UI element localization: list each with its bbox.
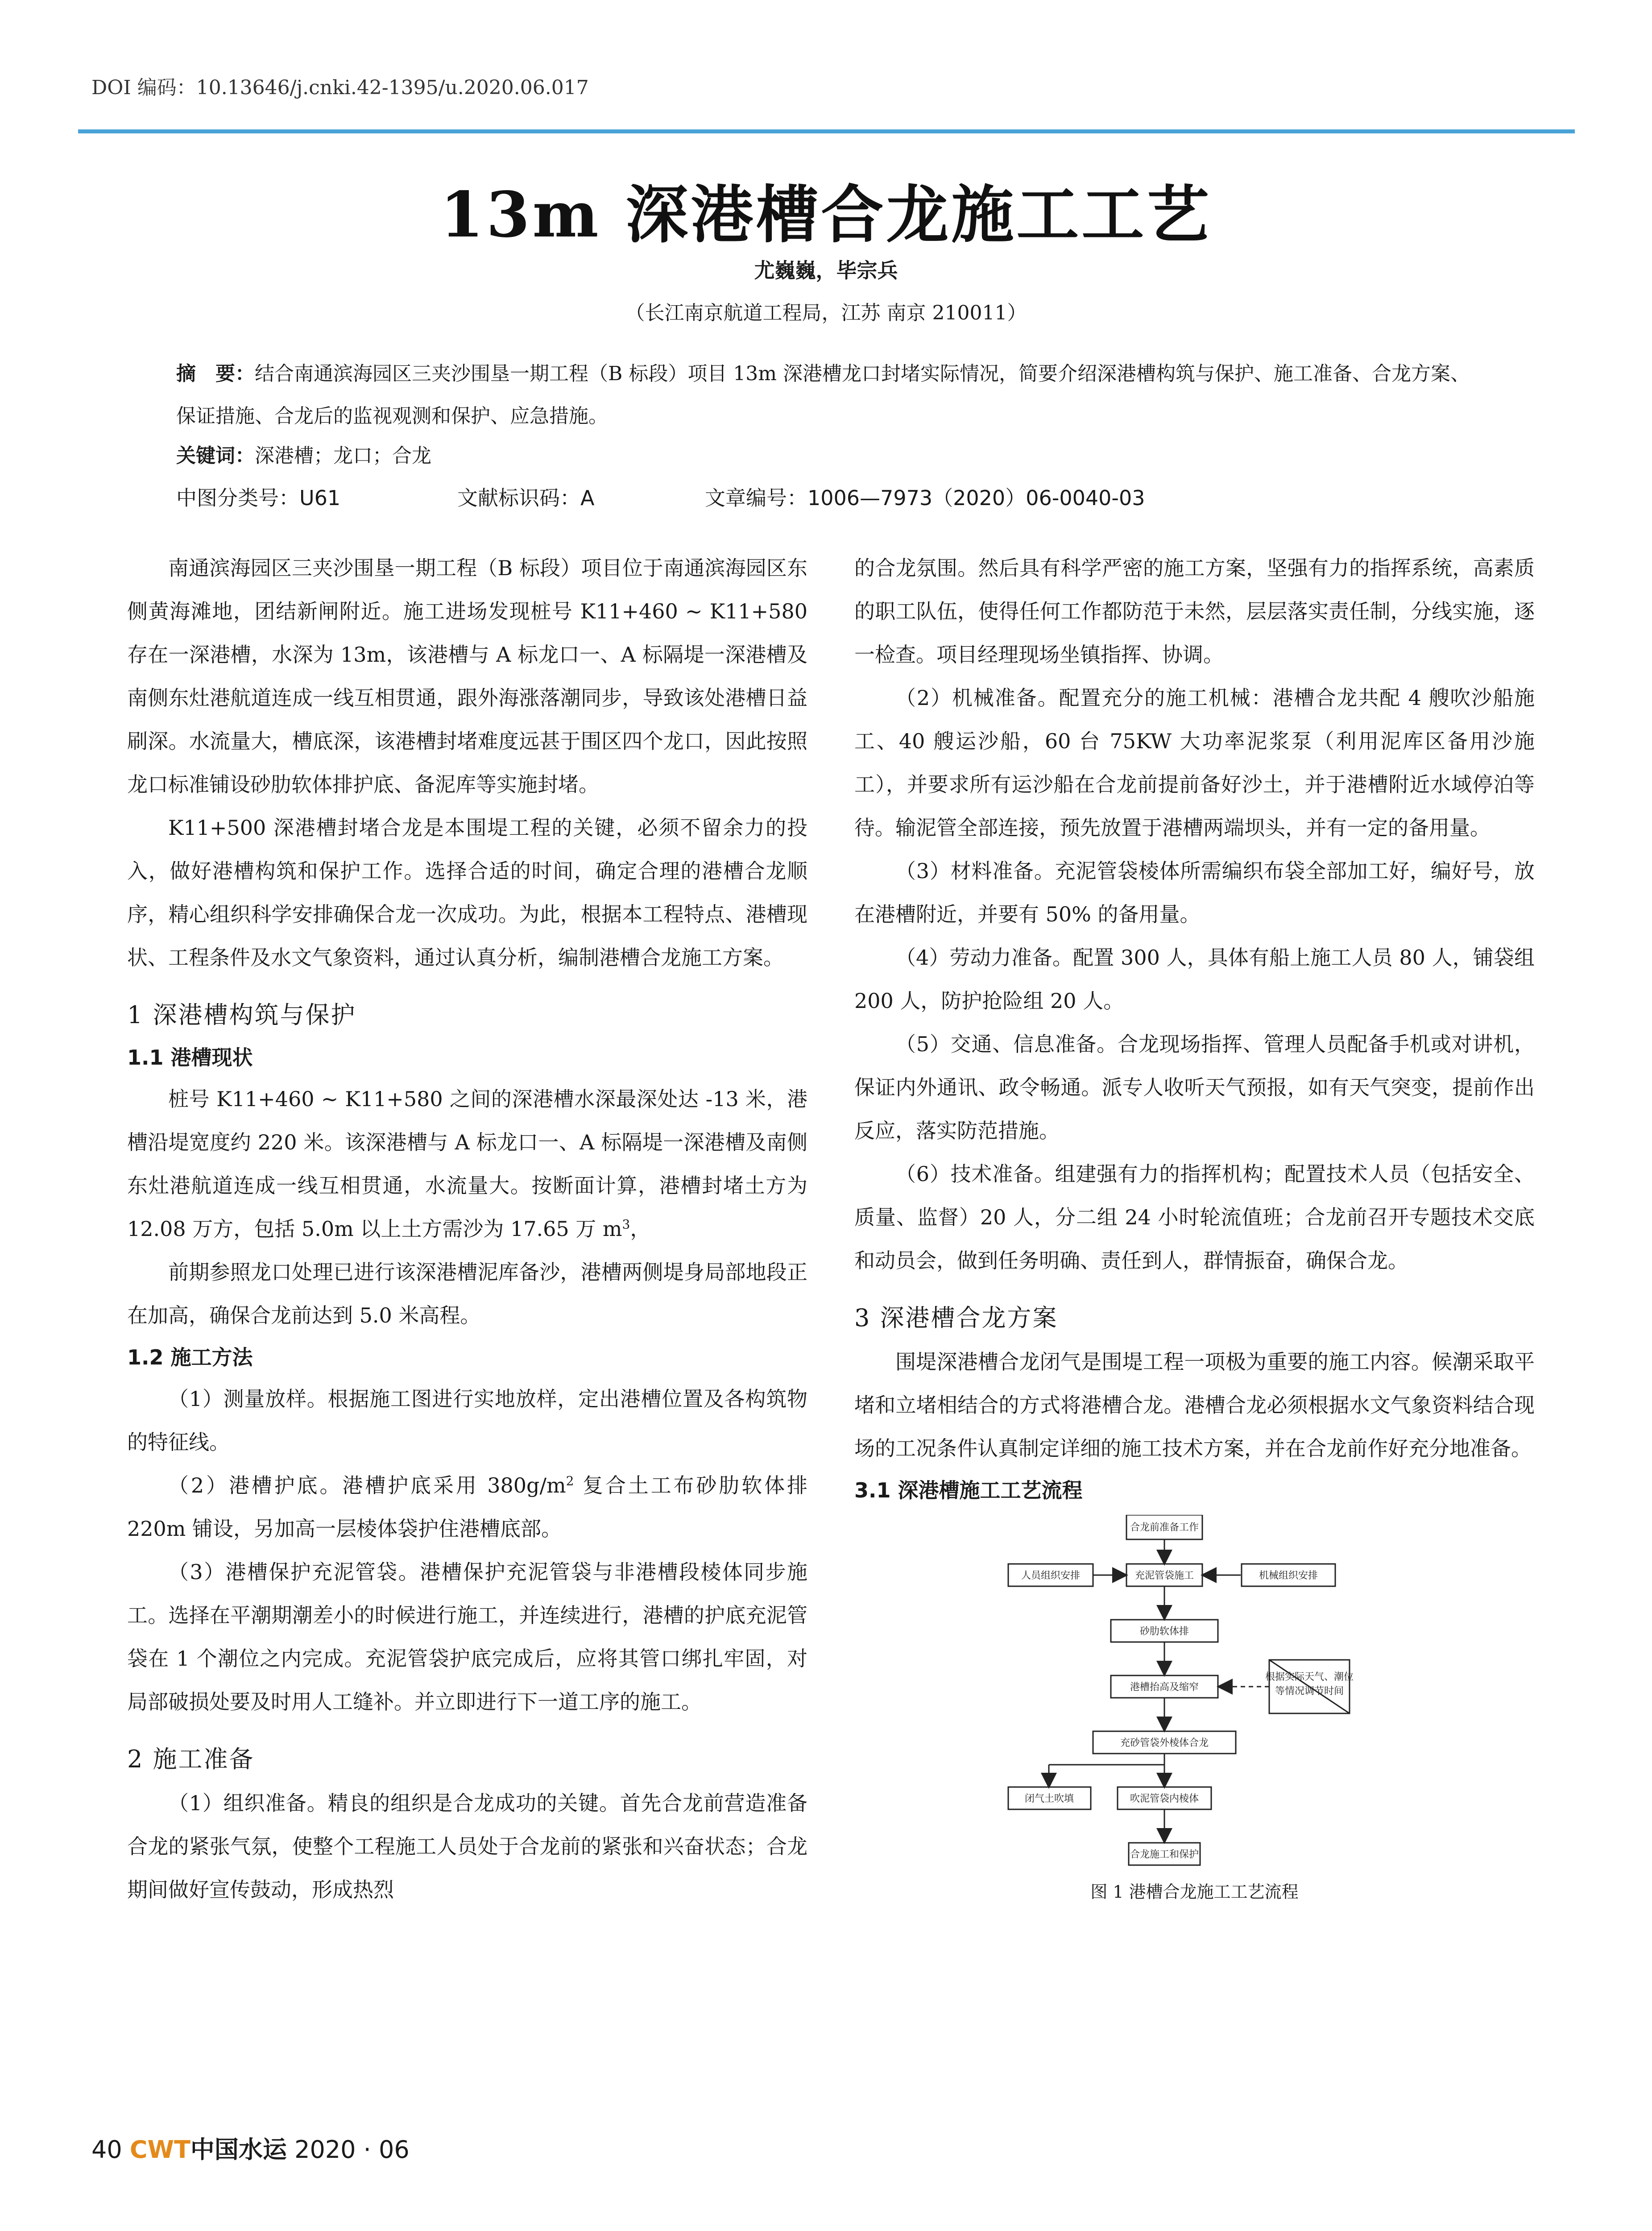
abstract-label: 摘 要：: [176, 362, 255, 385]
clc-number: 中图分类号：U61: [176, 486, 341, 510]
paragraph: （1）组织准备。精良的组织是合龙成功的关键。首先合龙前营造准备合龙的紧张气氛，使整个工程施工人员处于合龙前的紧张和兴奋状态；合龙期间做好宣传鼓动，形成热烈: [127, 1791, 807, 1902]
keywords: [176, 440, 431, 468]
section-heading: 3 深港槽合龙方案: [854, 1304, 1058, 1332]
subsection-heading: 1.1 港槽现状: [127, 1045, 253, 1070]
page-footer: [91, 2131, 410, 2165]
article-number: 文章编号：1006—7973（2020）06-0040-03: [705, 486, 1145, 510]
journal-issue: 2020 · 06: [294, 2136, 410, 2164]
doi-line: DOI 编码：10.13646/j.cnki.42-1395/u.2020.06.017: [91, 76, 589, 99]
paper-title: 13m 深港槽合龙施工工艺: [440, 178, 1212, 252]
flow-node-prep: 合龙前准备工作: [1130, 1522, 1199, 1533]
flow-node-mudbag: 充泥管袋施工: [1134, 1570, 1194, 1581]
header-rule: [78, 129, 1575, 133]
left-column: [127, 547, 807, 1912]
paragraph: K11+500 深港槽封堵合龙是本围堤工程的关键，必须不留余力的投入，做好港槽构筑和保护工作。选择合适的时间，确定合理的港槽合龙顺序，精心组织科学安排确保合龙一次成功。为此，根据本工程特点、港槽现状、工程条件及水文气象资料，通过认真分析，编制港槽合龙施工方案。: [127, 816, 807, 970]
journal-logo-text: CWT: [129, 2136, 190, 2164]
keywords-text: 深港槽；龙口；合龙: [255, 444, 431, 467]
flow-node-inner-prism: 吹泥管袋内棱体: [1130, 1793, 1199, 1804]
paragraph: 前期参照龙口处理已进行该深港槽泥库备沙，港槽两侧堤身局部地段正在加高，确保合龙前达到 5.0 米高程。: [127, 1260, 807, 1327]
process-flowchart: [854, 1515, 1535, 1952]
paragraph: 的合龙氛围。然后具有科学严密的施工方案，坚强有力的指挥系统，高素质的职工队伍，使得任何工作都防范于未然，层层落实责任制，分线实施，逐一检查。项目经理现场坐镇指挥、协调。: [854, 556, 1535, 667]
flow-node-machinery: 机械组织安排: [1259, 1570, 1318, 1581]
flow-node-raise-narrow: 港槽抬高及缩窄: [1130, 1682, 1199, 1693]
flow-note-line1: 根据实际天气、潮位: [1265, 1671, 1354, 1683]
paragraph: （2）机械准备。配置充分的施工机械：港槽合龙共配 4 艘吹沙船施工、40 艘运沙船，60 台 75KW 大功率泥浆泵（利用泥库区备用沙施工），并要求所有运沙船在合龙前提前备好沙土，并于港槽附近水域停泊等待。输泥管全部连接，预先放置于港槽两端坝头，并有一定的备用量。: [854, 686, 1535, 840]
authors: 尤巍巍，毕宗兵: [754, 258, 898, 282]
flow-node-outer-closure: 充砂管袋外棱体合龙: [1120, 1738, 1209, 1749]
paragraph: 围堤深港槽合龙闭气是围堤工程一项极为重要的施工内容。候潮采取平堵和立堵相结合的方式将港槽合龙。港槽合龙必须根据水文气象资料结合现场的工况条件认真制定详细的施工技术方案，并在合龙前作好充分地准备。: [854, 1350, 1535, 1460]
flow-node-sealing-fill: 闭气土吹填: [1024, 1793, 1074, 1804]
section-heading: 1 深港槽构筑与保护: [127, 1001, 356, 1029]
subsection-heading: 1.2 施工方法: [127, 1345, 253, 1369]
document-code: 文献标识码：A: [457, 486, 595, 510]
section-heading: 2 施工准备: [127, 1745, 255, 1773]
page-number: 40: [91, 2136, 122, 2164]
journal-name: 中国水运: [190, 2135, 287, 2164]
paragraph: （3）港槽保护充泥管袋。港槽保护充泥管袋与非港槽段棱体同步施工。选择在平潮期潮差小的时候进行施工，并连续进行，港槽的护底充泥管袋在 1 个潮位之内完成。充泥管袋护底完成后，应将其管口绑扎牢固，对局部破损处要及时用人工缝补。并立即进行下一道工序的施工。: [127, 1560, 807, 1714]
paragraph: （6）技术准备。组建强有力的指挥机构；配置技术人员（包括安全、质量、监督）20 人，分二组 24 小时轮流值班；合龙前召开专题技术交底和动员会，做到任务明确、责任到人，群情振奋，确保合龙。: [854, 1162, 1535, 1273]
right-column: [854, 547, 1535, 1952]
paragraph: （3）材料准备。充泥管袋棱体所需编织布袋全部加工好，编好号，放在港槽附近，并要有 50% 的备用量。: [854, 859, 1535, 926]
paragraph: （5）交通、信息准备。合龙现场指挥、管理人员配备手机或对讲机，保证内外通讯、政令畅通。派专人收听天气预报，如有天气突变，提前作出反应，落实防范措施。: [854, 1032, 1535, 1143]
affiliation: （长江南京航道工程局，江苏 南京 210011）: [625, 302, 1027, 324]
paragraph: 南通滨海园区三夹沙围垦一期工程（B 标段）项目位于南通滨海园区东侧黄海滩地，团结新闸附近。施工进场发现桩号 K11+460 ~ K11+580 存在一深港槽，水深为 13m，该港槽与 A 标龙口一、A 标隔堤一深港槽及南侧东灶港航道连成一线互相贯通，跟外海涨落潮同步，导致该处港槽日益刷深。水流量大，槽底深，该港槽封堵难度远甚于围区四个龙口，因此按照龙口标准铺设砂肋软体排护底、备泥库等实施封堵。: [127, 556, 807, 796]
abstract-text: 结合南通滨海园区三夹沙围垦一期工程（B 标段）项目 13m 深港槽龙口封堵实际情况，简要介绍深港槽构筑与保护、施工准备、合龙方案、保证措施、合龙后的监视观测和保护、应急措施。: [176, 362, 1470, 427]
figure-caption: 图 1 港槽合龙施工工艺流程: [1090, 1882, 1299, 1902]
paragraph: （4）劳动力准备。配置 300 人，具体有船上施工人员 80 人，铺袋组 200 人，防护抢险组 20 人。: [854, 945, 1535, 1013]
paragraph: 桩号 K11+460 ~ K11+580 之间的深港槽水深最深处达 -13 米，港槽沿堤宽度约 220 米。该深港槽与 A 标龙口一、A 标隔堤一深港槽及南侧东灶港航道连成一线互相贯通，水流量大。按断面计算，港槽封堵土方为 12.08 万方，包括 5.0m 以上土方需沙为 17.65 万 $m^3$，: [127, 1087, 807, 1241]
flow-note-line2: 等情况调节时间: [1275, 1686, 1344, 1697]
paragraph: （2）港槽护底。港槽护底采用 $380g/m^2$ 复合土工布砂肋软体排 220m 铺设，另加高一层棱体袋护住港槽底部。: [127, 1473, 807, 1541]
paragraph: （1）测量放样。根据施工图进行实地放样，定出港槽位置及各构筑物的特征线。: [127, 1387, 807, 1454]
abstract: [176, 352, 1479, 437]
subsection-heading: 3.1 深港槽施工工艺流程: [854, 1478, 1083, 1502]
keywords-label: 关键词：: [176, 444, 255, 467]
flow-node-closure-protect: 合龙施工和保护: [1130, 1849, 1199, 1860]
flow-node-sandrib-mat: 砂肋软体排: [1139, 1626, 1189, 1637]
flow-node-staffing: 人员组织安排: [1021, 1570, 1081, 1581]
